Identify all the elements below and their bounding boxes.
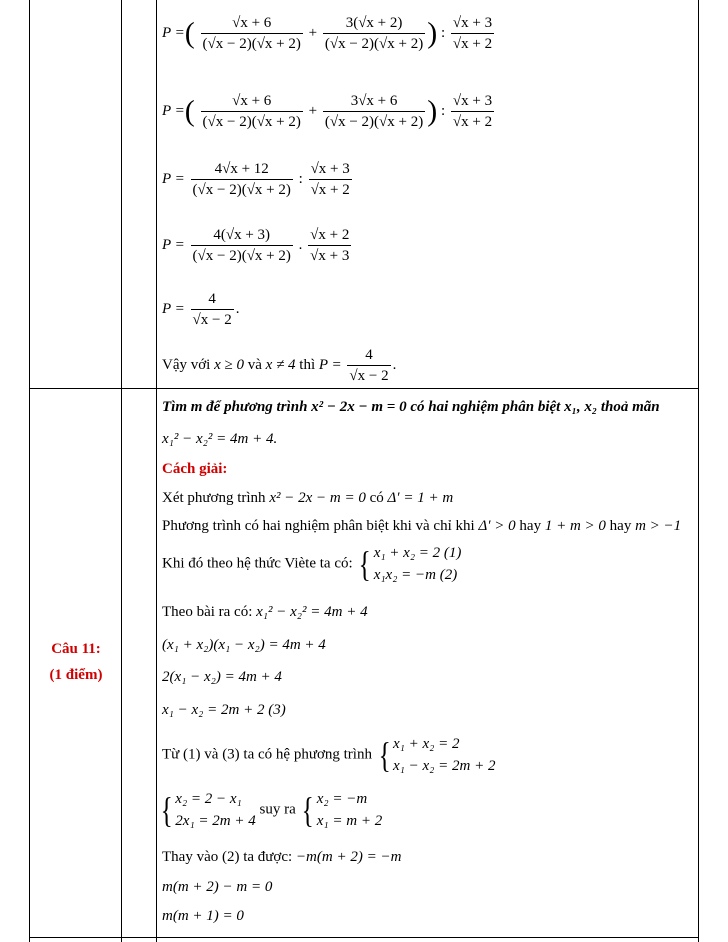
solution-step-6: 2(x₁ − x₂) = 4m + 4 — [162, 669, 282, 685]
solution-step-2 — [162, 517, 681, 535]
solution-step-5: (x₁ + x₂)(x₁ − x₂) = 4m + 4 — [162, 637, 326, 653]
solution-step-7: x₁ − x₂ = 2m + 2 (3) — [162, 702, 286, 718]
operator: . — [235, 300, 240, 317]
solution-step-9: { x₂ = 2 − x₁ 2x₁ = 2m + 4 suy ra { x₂ = −m x₁ = m + 2 — [160, 790, 383, 830]
question-number: Câu 11: — [51, 641, 101, 657]
fraction-numerator: √x + 3 — [451, 92, 494, 112]
fraction-numerator: √x + 2 — [308, 226, 351, 246]
fraction-denominator: (√x − 2)(√x + 2) — [202, 36, 301, 52]
equation: x² − 2x − m = 0 — [311, 399, 407, 415]
system-row: x₂ = 2 − x₁ — [175, 791, 242, 807]
lhs: P = — [162, 170, 185, 187]
fraction-numerator: 4(√x + 3) — [191, 226, 293, 246]
system-row: x₁ + x₂ = 2 — [393, 736, 460, 752]
fraction-numerator: 4 — [347, 346, 390, 366]
equation: x₁² − x₂² = 4m + 4 — [256, 604, 368, 620]
text: Phương trình có hai nghiệm phân biệt khi và chỉ khi — [162, 518, 475, 534]
text: hay — [609, 518, 632, 534]
text: Từ (1) và (3) ta có hệ phương trình — [162, 746, 372, 763]
text: Xét phương trình — [162, 490, 266, 506]
fraction-denominator: √x + 2 — [310, 182, 350, 198]
derivation-line-4 — [162, 226, 353, 265]
solution-step-1 — [162, 489, 453, 507]
solution-step-3: Khi đó theo hệ thức Viète ta có: { x₁ + x₂ = 2 (1) x₁x₂ = −m (2) — [162, 544, 462, 584]
solution-step-10 — [162, 848, 401, 866]
fraction-numerator: √x + 6 — [201, 92, 303, 112]
operator: : — [298, 170, 303, 187]
text: có — [369, 490, 384, 506]
fraction-denominator: √x − 2 — [192, 312, 232, 328]
fraction-numerator: 4√x + 12 — [191, 160, 293, 180]
fraction-numerator: √x + 6 — [201, 14, 303, 34]
table-divider-1 — [121, 0, 122, 942]
system-row: x₁ = m + 2 — [316, 813, 383, 829]
fraction-denominator: (√x − 2)(√x + 2) — [324, 36, 424, 52]
solution-step-4 — [162, 603, 368, 621]
text: Khi đó theo hệ thức Viète ta có: — [162, 555, 353, 572]
text: suy ra — [259, 801, 296, 818]
lhs: P = — [162, 236, 185, 253]
roots: x₁, x₂ — [564, 399, 598, 415]
equation: x² − 2x − m = 0 — [269, 490, 366, 506]
lhs: P = — [162, 300, 185, 317]
solution-step-8: Từ (1) và (3) ta có hệ phương trình { x₁ + x₂ = 2 x₁ − x₂ = 2m + 2 — [162, 735, 496, 775]
row-separator — [29, 388, 699, 389]
system-row: x₁x₂ = −m (2) — [373, 567, 458, 583]
text: Thay vào (2) ta được: — [162, 849, 293, 865]
table-border-right — [698, 0, 699, 942]
lhs: P = — [162, 102, 185, 119]
fraction-numerator: √x + 3 — [309, 160, 352, 180]
fraction-denominator: √x + 2 — [452, 114, 493, 130]
condition: Δ′ > 0 — [478, 518, 516, 534]
system-row: x₁ + x₂ = 2 (1) — [373, 545, 462, 561]
table-border-left — [29, 0, 30, 942]
solution-heading: Cách giải: — [162, 461, 228, 477]
derivation-line-1: P =( $\frac{√x + 6}{(√x - 2)(√x + 2)}$ + $\frac{3(√x + 2)}{(√x - 2)(√x + 2)}$ ) : $\frac{√x + 3}{√x + 2}$ — [162, 15, 493, 52]
solution-step-11: m(m + 2) − m = 0 — [162, 879, 273, 895]
text: thì — [299, 356, 316, 373]
table-divider-2 — [156, 0, 157, 942]
condition: m > −1 — [635, 518, 682, 534]
text: và — [247, 356, 262, 373]
derivation-line-5 — [162, 290, 239, 329]
text: hay — [519, 518, 542, 534]
fraction-denominator: (√x − 2)(√x + 2) — [324, 114, 424, 130]
table-border-bottom — [29, 937, 699, 938]
variable: m — [190, 399, 203, 415]
condition: 1 + m > 0 — [544, 518, 606, 534]
problem-condition: x₁² − x₂² = 4m + 4. — [162, 431, 278, 447]
fraction-denominator: √x − 2 — [349, 368, 389, 384]
condition: x ≥ 0 — [214, 356, 244, 373]
fraction-numerator: 3(√x + 2) — [323, 14, 425, 34]
conclusion-line: Vậy với x ≥ 0 và x ≠ 4 thì P = $\frac{4}{√x - 2}$ . — [162, 347, 397, 384]
operator: : — [440, 24, 446, 41]
condition: x ≠ 4 — [265, 356, 296, 373]
fraction-numerator: √x + 3 — [451, 14, 494, 34]
derivation-line-3 — [162, 160, 354, 199]
problem-statement — [162, 398, 660, 416]
solution-step-12: m(m + 1) = 0 — [162, 908, 244, 924]
text: có hai nghiệm phân biệt — [410, 399, 561, 415]
fraction-denominator: (√x − 2)(√x + 2) — [192, 182, 291, 198]
system-row: x₁ − x₂ = 2m + 2 — [393, 758, 496, 774]
lhs: P = — [162, 24, 185, 41]
system-row: 2x₁ = 2m + 4 — [175, 813, 256, 829]
lhs: P = — [318, 356, 342, 373]
fraction-denominator: (√x − 2)(√x + 2) — [202, 114, 301, 130]
derivation-line-2: P =( $\frac{√x + 6}{(√x - 2)(√x + 2)}$ + $\frac{3√x + 6}{(√x - 2)(√x + 2)}$ ) : $\frac{√x + 3}{√x + 2}$ — [162, 93, 493, 130]
question-points: (1 điểm) — [49, 667, 103, 683]
text: để phương trình — [206, 399, 308, 415]
fraction-denominator: √x + 3 — [310, 248, 350, 264]
text: Vậy với — [162, 356, 211, 373]
discriminant: Δ′ = 1 + m — [387, 490, 454, 506]
fraction-numerator: 3√x + 6 — [323, 92, 425, 112]
text: Theo bài ra có: — [162, 604, 253, 620]
fraction-denominator: (√x − 2)(√x + 2) — [192, 248, 291, 264]
operator: : — [440, 102, 446, 119]
system-row: x₂ = −m — [316, 791, 368, 807]
text: Tìm — [162, 399, 187, 415]
text: thoả mãn — [600, 399, 660, 415]
fraction-denominator: √x + 2 — [452, 36, 493, 52]
operator: . — [298, 236, 303, 253]
fraction-numerator: 4 — [191, 290, 234, 310]
equation: −m(m + 2) = −m — [295, 849, 402, 865]
